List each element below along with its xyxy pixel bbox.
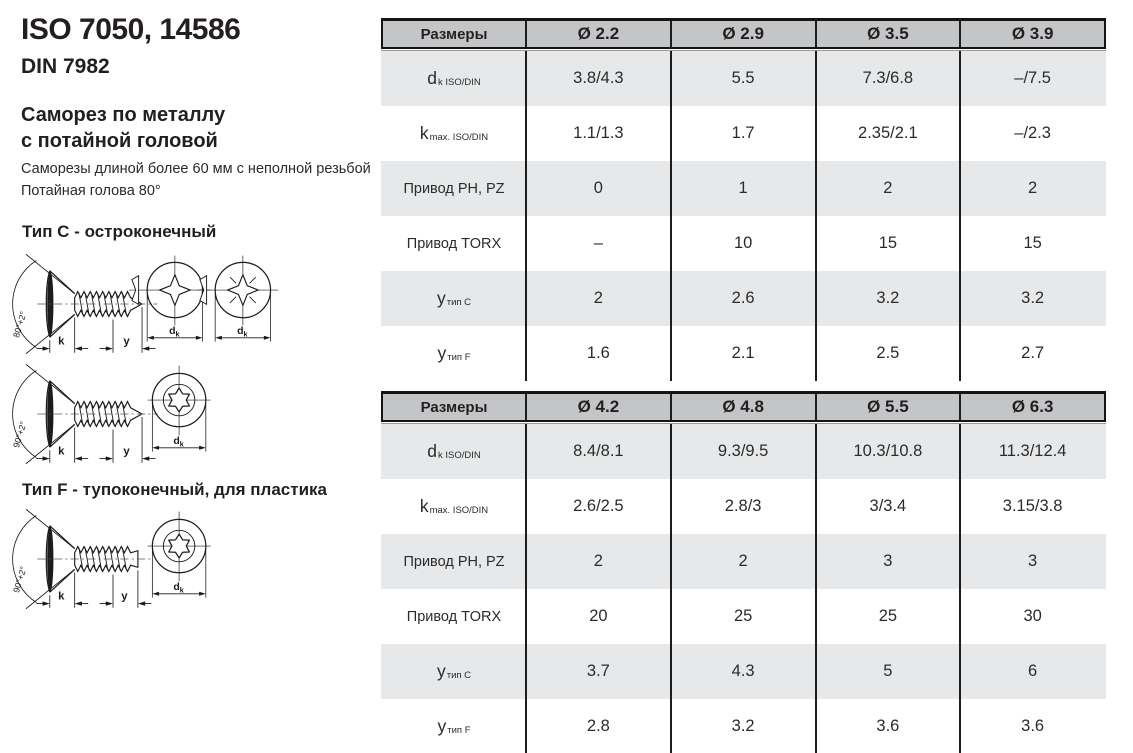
- row-label-cell: [383, 106, 525, 161]
- row-label-subscript: k ISO/DIN: [437, 77, 481, 88]
- row-label-cell: [383, 534, 525, 589]
- value-cell: 2.8/3: [670, 479, 815, 534]
- row-label-cell: [383, 216, 525, 271]
- row-label-cell: [383, 644, 525, 699]
- product-name: [21, 102, 225, 154]
- diameter-column-header: Ø 4.2: [525, 394, 670, 420]
- table-row: [381, 161, 1106, 216]
- value-cell: 15: [959, 216, 1104, 271]
- value-cell: 3.15/3.8: [959, 479, 1104, 534]
- value-cell: –/2.3: [959, 106, 1104, 161]
- table-header-row: [381, 391, 1106, 422]
- type-c-screw-side-view-90: [6, 357, 162, 471]
- dimensions-table-small: [381, 18, 1106, 381]
- product-name-line2: с потайной головой: [21, 130, 218, 152]
- table-row: [381, 216, 1106, 271]
- row-label-main: y: [437, 716, 447, 736]
- type-c-heading: Тип C - остроконечный: [22, 222, 217, 241]
- value-cell: 6: [959, 644, 1104, 699]
- row-label-main: y: [437, 343, 447, 363]
- diameter-column-header: Ø 2.2: [525, 21, 670, 47]
- value-cell: 2.6/2.5: [525, 479, 670, 534]
- value-cell: 5: [815, 644, 960, 699]
- diameter-column-header: Ø 5.5: [815, 394, 960, 420]
- phillips-recess-icon: [160, 275, 191, 306]
- row-label-subscript: тип C: [446, 670, 472, 681]
- page-title: ISO 7050, 14586: [21, 13, 241, 46]
- value-cell: 20: [525, 589, 670, 644]
- row-label-main: Привод TORX: [406, 235, 502, 252]
- torx-recess-icon: [169, 534, 190, 558]
- value-cell: 10: [670, 216, 815, 271]
- row-label-cell: [383, 479, 525, 534]
- description-line1: Саморезы длиной более 60 мм с неполной резьбой: [21, 161, 371, 177]
- value-cell: 4.3: [670, 644, 815, 699]
- table-header-row: [381, 18, 1106, 49]
- dimensions-table-large: [381, 391, 1106, 753]
- row-label-subscript: тип F: [447, 352, 471, 363]
- value-cell: 3.2: [670, 699, 815, 753]
- value-cell: 3: [815, 534, 960, 589]
- dimension-dk-label: $d_k$: [173, 580, 184, 595]
- value-cell: 10.3/10.8: [815, 424, 960, 479]
- dimension-k-label: k: [58, 590, 65, 603]
- dimension-y-label: y: [121, 590, 128, 603]
- diameter-column-header: Ø 6.3: [959, 394, 1104, 420]
- product-name-line1: Саморез по металлу: [21, 104, 226, 126]
- value-cell: 3/3.4: [815, 479, 960, 534]
- row-label-main: Привод PH, PZ: [403, 180, 505, 197]
- value-cell: 1.6: [525, 326, 670, 381]
- value-cell: 25: [670, 589, 815, 644]
- din-standard: DIN 7982: [21, 55, 110, 78]
- value-cell: 3.6: [815, 699, 960, 753]
- dimension-k-label: k: [58, 335, 65, 348]
- diameter-column-header: Ø 4.8: [670, 394, 815, 420]
- value-cell: 25: [815, 589, 960, 644]
- value-cell: 2.7: [959, 326, 1104, 381]
- value-cell: 2.5: [815, 326, 960, 381]
- value-cell: 3.8/4.3: [525, 51, 670, 106]
- value-cell: 5.5: [670, 51, 815, 106]
- value-cell: 2: [959, 161, 1104, 216]
- value-cell: 1.1/1.3: [525, 106, 670, 161]
- table-row: [381, 534, 1106, 589]
- dimension-y-label: y: [123, 335, 130, 348]
- screw-outline: [13, 509, 154, 608]
- dimension-dk-label: $d_k$: [173, 434, 184, 449]
- type-f-heading: Тип F - тупоконечный, для пластика: [22, 480, 327, 499]
- value-cell: 3.2: [815, 271, 960, 326]
- value-cell: 2.35/2.1: [815, 106, 960, 161]
- value-cell: 3.6: [959, 699, 1104, 753]
- row-label-cell: [383, 326, 525, 381]
- type-f-top-view-torx: [142, 505, 220, 610]
- value-cell: 2.6: [670, 271, 815, 326]
- dimension-dk-label: $d_k$: [169, 324, 180, 339]
- table-row: [381, 479, 1106, 534]
- row-label-main: d: [427, 441, 437, 461]
- dimension-y-label: y: [123, 445, 130, 458]
- description-line2: Потайная голова 80°: [21, 183, 161, 199]
- head-angle-label-90: 90°+2°: [11, 420, 29, 449]
- screw-outline: [13, 364, 158, 463]
- head-angle-label-f: 90°+2°: [11, 565, 29, 594]
- dimension-dk-label: $d_k$: [237, 324, 248, 339]
- row-label-subscript: тип C: [446, 297, 472, 308]
- type-c-top-view-torx: [142, 359, 220, 464]
- sizes-header-cell: Размеры: [420, 398, 488, 416]
- diameter-column-header: Ø 3.5: [815, 21, 960, 47]
- value-cell: 0: [525, 161, 670, 216]
- table-row: [381, 644, 1106, 699]
- row-label-subscript: тип F: [447, 725, 471, 736]
- row-label-cell: [383, 699, 525, 753]
- value-cell: 30: [959, 589, 1104, 644]
- row-label-cell: [383, 271, 525, 326]
- table-row: [381, 424, 1106, 479]
- type-f-screw-side-view: [6, 502, 162, 616]
- row-label-main: Привод TORX: [406, 608, 502, 625]
- table-row: [381, 51, 1106, 106]
- value-cell: 2: [525, 271, 670, 326]
- value-cell: 1.7: [670, 106, 815, 161]
- value-cell: 1: [670, 161, 815, 216]
- value-cell: 9.3/9.5: [670, 424, 815, 479]
- head-angle-label-80: 80°+2°: [11, 310, 29, 339]
- value-cell: 2.8: [525, 699, 670, 753]
- row-label-subscript: k ISO/DIN: [437, 450, 481, 461]
- value-cell: 15: [815, 216, 960, 271]
- row-label-cell: [383, 161, 525, 216]
- row-label-subscript: max. ISO/DIN: [429, 505, 489, 516]
- table-row: [381, 106, 1106, 161]
- value-cell: 2.1: [670, 326, 815, 381]
- row-label-main: y: [436, 661, 446, 681]
- row-label-main: k: [419, 496, 429, 516]
- row-label-cell: [383, 589, 525, 644]
- table-row: [381, 589, 1106, 644]
- row-label-cell: [383, 51, 525, 106]
- value-cell: 2: [670, 534, 815, 589]
- value-cell: 3.7: [525, 644, 670, 699]
- value-cell: 3: [959, 534, 1104, 589]
- sizes-header-cell: Размеры: [420, 25, 488, 43]
- value-cell: 3.2: [959, 271, 1104, 326]
- value-cell: 11.3/12.4: [959, 424, 1104, 479]
- table-row: [381, 271, 1106, 326]
- row-label-main: k: [419, 123, 429, 143]
- row-label-main: d: [427, 68, 437, 88]
- table-row: [381, 699, 1106, 753]
- dimension-k-label: k: [58, 445, 65, 458]
- value-cell: 2: [815, 161, 960, 216]
- value-cell: –: [525, 216, 670, 271]
- table-row: [381, 326, 1106, 381]
- row-label-cell: [383, 424, 525, 479]
- diameter-column-header: Ø 3.9: [959, 21, 1104, 47]
- value-cell: –/7.5: [959, 51, 1104, 106]
- type-c-top-view-pozidriv: [196, 249, 284, 354]
- row-label-subscript: max. ISO/DIN: [429, 132, 489, 143]
- row-label-main: Привод PH, PZ: [403, 553, 505, 570]
- torx-recess-icon: [169, 388, 190, 412]
- value-cell: 7.3/6.8: [815, 51, 960, 106]
- diameter-column-header: Ø 2.9: [670, 21, 815, 47]
- row-label-main: y: [436, 288, 446, 308]
- value-cell: 2: [525, 534, 670, 589]
- value-cell: 8.4/8.1: [525, 424, 670, 479]
- product-description: [21, 158, 371, 202]
